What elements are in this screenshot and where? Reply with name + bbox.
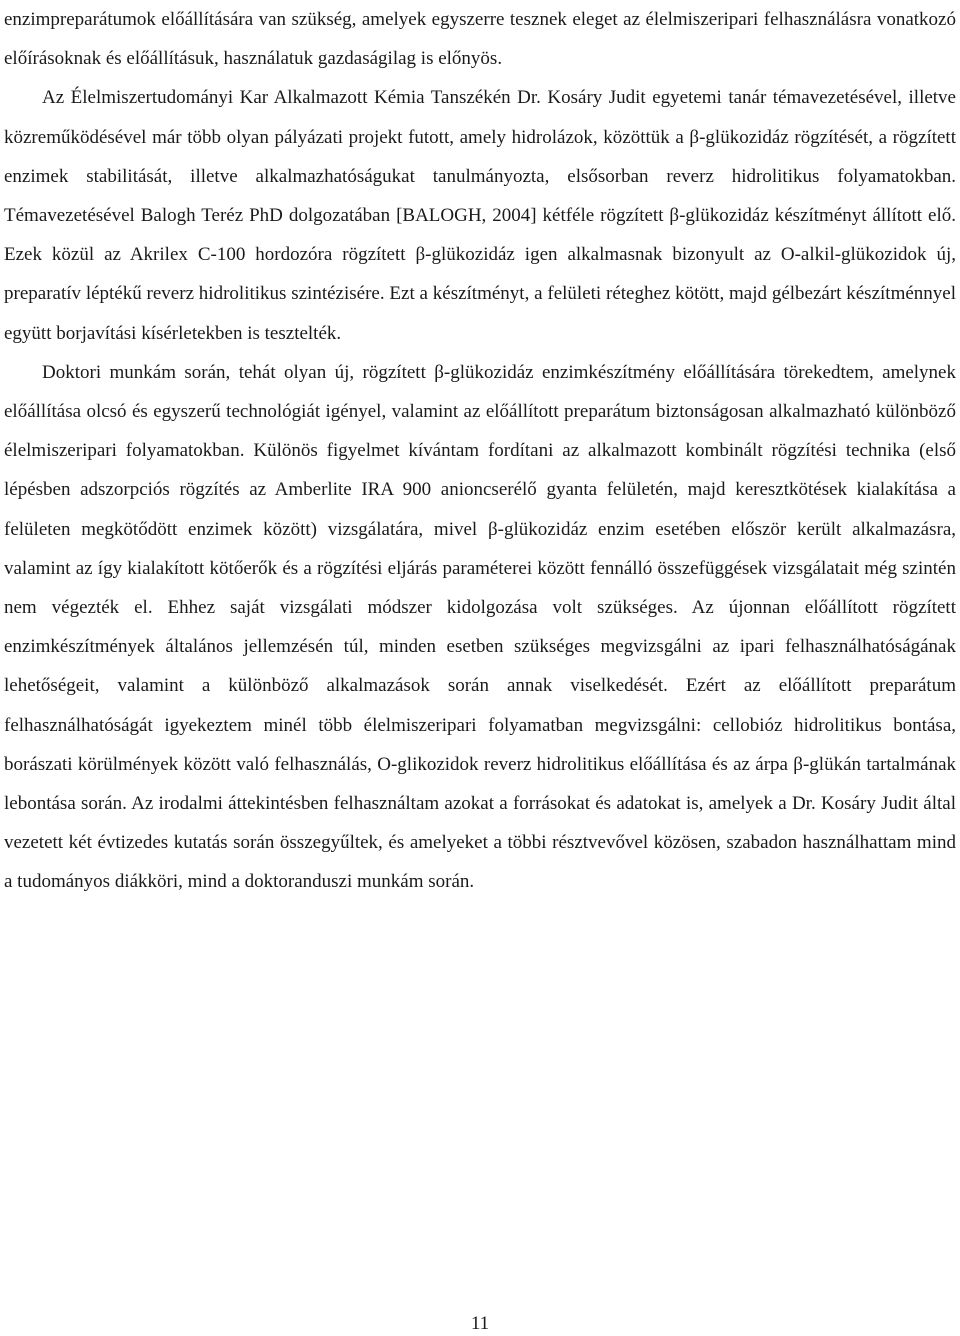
paragraph-continuation: enzimpreparátumok előállítására van szükség, amelyek egyszerre tesznek eleget az élelmiszeripari felhasználásra vonatkozó előírásoknak és előállításuk, használatuk gazdaságilag is előnyös. xyxy=(4,9,956,70)
paragraph-doctoral-work: Doktori munkám során, tehát olyan új, rögzített β-glükozidáz enzimkészítmény előállítására törekedtem, amelynek előállítása olcsó és egyszerű technológiát igényel, valamint az előállított preparátum biztonságosan alkalmazható különböző élelmiszeripari folyamatokban. Különös figyelmet kívántam fordítani az alkalmazott kombinált rögzítési technika (első lépésben adszorpciós rögzítés az Amberlite IRA 900 anioncserélő gyanta felületén, majd keresztkötések kialakítása a felületen megkötődött enzimek között) vizsgálatára, mivel β-glükozidáz enzim esetében először került alkalmazásra, valamint az így kialakított kötőerők és a rögzítési eljárás paraméterei között fennálló összefüggések vizsgálatait még szintén nem végezték el. Ehhez saját vizsgálati módszer kidolgozása volt szükséges. Az újonnan előállított rögzített enzimkészítmények általános jellemzésén túl, minden esetben szükséges megvizsgálni az ipari felhasználhatóságának lehetőségeit, valamint a különböző alkalmazások során annak viselkedését. Ezért az előállított preparátum felhasználhatóságát igyekeztem minél több élelmiszeripari folyamatban megvizsgálni: cellobióz hidrolitikus bontása, borászati körülmények között való felhasználás, O-glikozidok reverz hidrolitikus előállítása és az árpa β-glükán tartalmának lebontása során. Az irodalmi áttekintésben felhasználtam azokat a forrásokat és adatokat is, amelyek a Dr. Kosáry Judit által vezetett két évtizedes kutatás során összegyűltek, és amelyeket a többi résztvevővel közösen, szabadon használhattam mind a tudományos diákköri, mind a doktoranduszi munkám során. xyxy=(4,361,956,893)
page-number: 11 xyxy=(470,1313,490,1334)
body-text xyxy=(4,0,956,902)
paragraph-department-background: Az Élelmiszertudományi Kar Alkalmazott Kémia Tanszékén Dr. Kosáry Judit egyetemi tanár témavezetésével, illetve közreműködésével már több olyan pályázati projekt futott, amely hidrolázok, közöttük a β-glükozidáz rögzítését, a rögzített enzimek stabilitását, illetve alkalmazhatóságukat tanulmányozta, elsősorban reverz hidrolitikus folyamatokban. Témavezetésével Balogh Teréz PhD dolgozatában [BALOGH, 2004] kétféle rögzített β-glükozidáz készítményt állított elő. Ezek közül az Akrilex C-100 hordozóra rögzített β-glükozidáz igen alkalmasnak bizonyult az O-alkil-glükozidok új, preparatív léptékű reverz hidrolitikus szintézisére. Ezt a készítményt, a felületi réteghez kötött, majd gélbezárt készítménnyel együtt borjavítási kísérletekben is tesztelték. xyxy=(4,87,956,344)
